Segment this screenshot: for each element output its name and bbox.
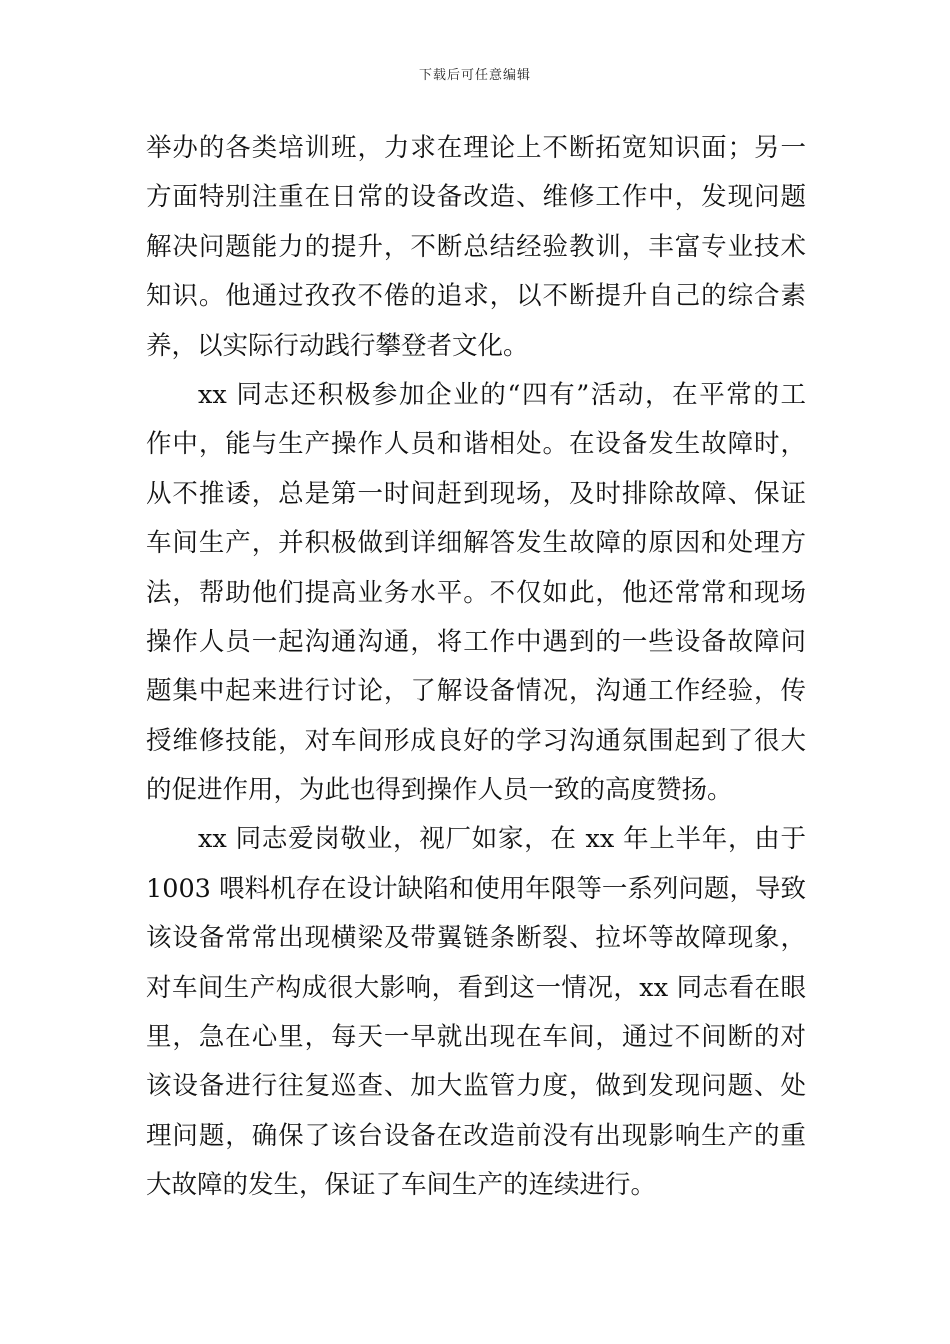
paragraph-2 — [146, 371, 806, 816]
text-line: 方面特别注重在日常的设备改造、维修工作中，发现问题 — [146, 182, 806, 213]
text-line: 操作人员一起沟通沟通，将工作中遇到的一些设备故障问 — [146, 626, 806, 657]
text-line: 授维修技能，对车间形成良好的学习沟通氛围起到了很大 — [146, 725, 806, 756]
text-line: 里，急在心里，每天一早就出现在车间，通过不间断的对 — [146, 1022, 806, 1053]
text-line: 车间生产，并积极做到详细解答发生故障的原因和处理方 — [146, 528, 806, 559]
text-line: 作中，能与生产操作人员和谐相处。在设备发生故障时， — [146, 429, 806, 460]
paragraph-3 — [146, 815, 806, 1210]
paragraph-1 — [146, 124, 806, 371]
text-line: xx 同志还积极参加企业的“四有”活动，在平常的工 — [198, 379, 806, 410]
text-line: 举办的各类培训班，力求在理论上不断拓宽知识面；另一 — [146, 133, 806, 163]
text-line: 1003 喂料机存在设计缺陷和使用年限等一系列问题，导致 — [146, 873, 806, 904]
text-line: 法，帮助他们提高业务水平。不仅如此，他还常常和现场 — [146, 577, 806, 608]
text-line: 解决问题能力的提升，不断总结经验教训，丰富专业技术 — [146, 231, 806, 262]
text-line: 从不推诿，总是第一时间赶到现场，及时排除故障、保证 — [146, 478, 806, 509]
text-line: 知识。他通过孜孜不倦的追求，以不断提升自己的综合素 — [146, 281, 806, 312]
text-line: 对车间生产构成很大影响，看到这一情况，xx 同志看在眼 — [146, 972, 806, 1003]
page-header-note: 下载后可任意编辑 — [418, 68, 531, 83]
text-line: 理问题，确保了该台设备在改造前没有出现影响生产的重 — [146, 1120, 806, 1151]
text-line: 大故障的发生，保证了车间生产的连续进行。 — [146, 1170, 657, 1201]
text-line: 该设备常常出现横梁及带翼链条断裂、拉坏等故障现象， — [146, 923, 806, 954]
text-line: 的促进作用，为此也得到操作人员一致的高度赞扬。 — [146, 775, 733, 806]
document-body — [146, 124, 806, 1211]
text-line: 该设备进行往复巡查、加大监管力度，做到发现问题、处 — [146, 1071, 806, 1102]
text-line: xx 同志爱岗敬业，视厂如家，在 xx 年上半年，由于 — [198, 824, 806, 855]
text-line: 养，以实际行动践行攀登者文化。 — [146, 330, 529, 361]
text-line: 题集中起来进行讨论，了解设备情况，沟通工作经验，传 — [146, 676, 806, 707]
